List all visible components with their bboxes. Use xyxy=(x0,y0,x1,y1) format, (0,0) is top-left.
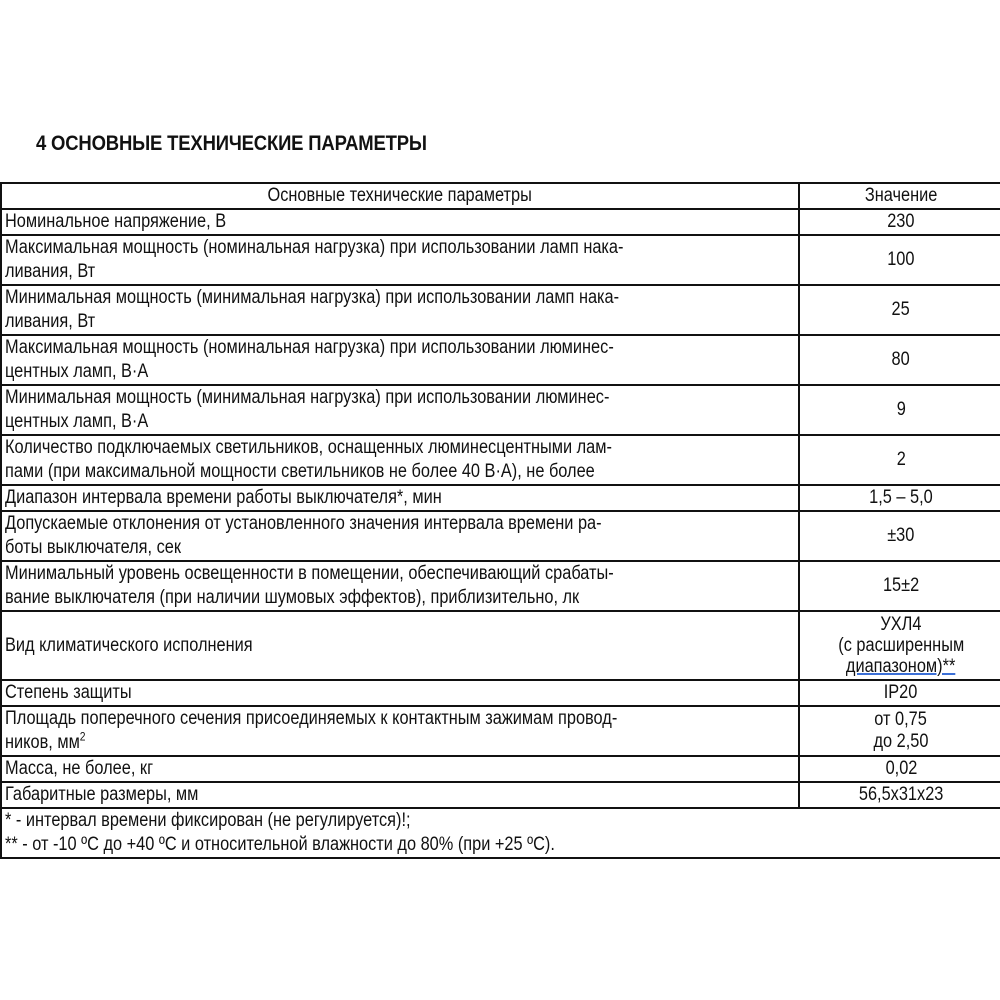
value-cell xyxy=(799,561,1000,611)
section-title: 4 ОСНОВНЫЕ ТЕХНИЧЕСКИЕ ПАРАМЕТРЫ xyxy=(36,132,427,155)
value-cell xyxy=(799,485,1000,511)
param-text: Минимальный уровень освещенности в помещении, обеспечивающий срабаты- xyxy=(5,563,614,584)
param-cell xyxy=(1,511,799,561)
value-text: 100 xyxy=(887,249,915,270)
param-text: ливания, Вт xyxy=(5,311,96,332)
param-text: Допускаемые отклонения от установленного значения интервала времени ра- xyxy=(5,513,602,534)
table-header-row xyxy=(1,183,1000,209)
value-cell xyxy=(799,782,1000,808)
value-text: 9 xyxy=(896,399,906,420)
param-text: Количество подключаемых светильников, оснащенных люминесцентными лам- xyxy=(5,437,612,458)
param-cell xyxy=(1,335,799,385)
param-text: Степень защиты xyxy=(5,682,132,703)
header-value xyxy=(799,183,1000,209)
value-cell xyxy=(799,285,1000,335)
value-text: УХЛ4 xyxy=(880,614,922,635)
param-text: центных ламп, В·А xyxy=(5,361,149,382)
param-text: Минимальная мощность (минимальная нагрузка) при использовании ламп нака- xyxy=(5,287,620,308)
param-cell xyxy=(1,435,799,485)
param-cell xyxy=(1,285,799,335)
value-text: 2 xyxy=(896,449,906,470)
param-text: боты выключателя, сек xyxy=(5,537,182,558)
footnote-1: * - интервал времени фиксирован (не регулируется)!; xyxy=(5,810,411,831)
param-text-line2 xyxy=(5,731,86,755)
param-text: Масса, не более, кг xyxy=(5,758,154,779)
param-text: Максимальная мощность (номинальная нагрузка) при использовании ламп нака- xyxy=(5,237,624,258)
notes-cell xyxy=(1,808,1000,858)
value-cell xyxy=(799,385,1000,435)
value-text-spellcheck: диапазоном)** xyxy=(846,656,956,677)
value-text: 25 xyxy=(891,299,911,320)
value-cell xyxy=(799,680,1000,706)
footnote-2: ** - от -10 ºС до +40 ºС и относительной влажности до 80% (при +25 ºС). xyxy=(5,834,555,855)
param-cell xyxy=(1,706,799,756)
table-row xyxy=(1,782,1000,808)
param-text: пами (при максимальной мощности светильников не более 40 В·А), не более xyxy=(5,461,595,482)
param-cell xyxy=(1,209,799,235)
value-cell xyxy=(799,235,1000,285)
table-row xyxy=(1,706,1000,756)
table-row xyxy=(1,511,1000,561)
param-cell xyxy=(1,680,799,706)
table-row xyxy=(1,611,1000,680)
value-text: 80 xyxy=(891,349,911,370)
table-row xyxy=(1,680,1000,706)
header-parameter-text: Основные технические параметры xyxy=(267,185,533,206)
table-row xyxy=(1,756,1000,782)
table-row xyxy=(1,209,1000,235)
technical-parameters-table xyxy=(0,182,1000,859)
table-row xyxy=(1,285,1000,335)
value-text: 56,5х31х23 xyxy=(858,784,944,805)
value-text: до 2,50 xyxy=(873,731,929,752)
value-cell xyxy=(799,209,1000,235)
value-cell xyxy=(799,611,1000,680)
table-row xyxy=(1,435,1000,485)
param-text: Номинальное напряжение, В xyxy=(5,211,227,232)
value-text: от 0,75 xyxy=(874,709,928,730)
param-text: Габаритные размеры, мм xyxy=(5,784,199,805)
value-text: IP20 xyxy=(884,682,918,703)
value-text: (с расширенным xyxy=(838,635,964,656)
param-cell xyxy=(1,235,799,285)
param-text: центных ламп, В·А xyxy=(5,411,149,432)
param-cell xyxy=(1,611,799,680)
value-cell xyxy=(799,756,1000,782)
value-cell xyxy=(799,435,1000,485)
param-text: Максимальная мощность (номинальная нагрузка) при использовании люминес- xyxy=(5,337,614,358)
param-cell xyxy=(1,561,799,611)
table-row xyxy=(1,385,1000,435)
param-cell xyxy=(1,485,799,511)
value-text: 1,5 – 5,0 xyxy=(869,487,933,508)
param-cell xyxy=(1,385,799,435)
param-text: Диапазон интервала времени работы выключателя*, мин xyxy=(5,487,442,508)
param-text: вание выключателя (при наличии шумовых эффектов), приблизительно, лк xyxy=(5,587,580,608)
param-text: Минимальная мощность (минимальная нагрузка) при использовании люминес- xyxy=(5,387,610,408)
superscript: 2 xyxy=(79,729,86,744)
param-text: Вид климатического исполнения xyxy=(5,634,253,656)
table-row xyxy=(1,561,1000,611)
value-cell xyxy=(799,335,1000,385)
value-text: 15±2 xyxy=(882,575,920,596)
value-text: 230 xyxy=(887,211,915,232)
table-row xyxy=(1,335,1000,385)
param-text: ливания, Вт xyxy=(5,261,96,282)
table-notes-row xyxy=(1,808,1000,858)
param-text: Площадь поперечного сечения присоединяемых к контактным зажимам провод- xyxy=(5,708,618,729)
param-cell xyxy=(1,782,799,808)
param-cell xyxy=(1,756,799,782)
header-parameter xyxy=(1,183,799,209)
table-row xyxy=(1,235,1000,285)
value-text: 0,02 xyxy=(885,758,917,779)
value-cell xyxy=(799,511,1000,561)
param-text: ников, мм xyxy=(5,732,80,753)
table-row xyxy=(1,485,1000,511)
value-cell xyxy=(799,706,1000,756)
header-value-text: Значение xyxy=(864,185,938,206)
value-text: ±30 xyxy=(887,525,915,546)
